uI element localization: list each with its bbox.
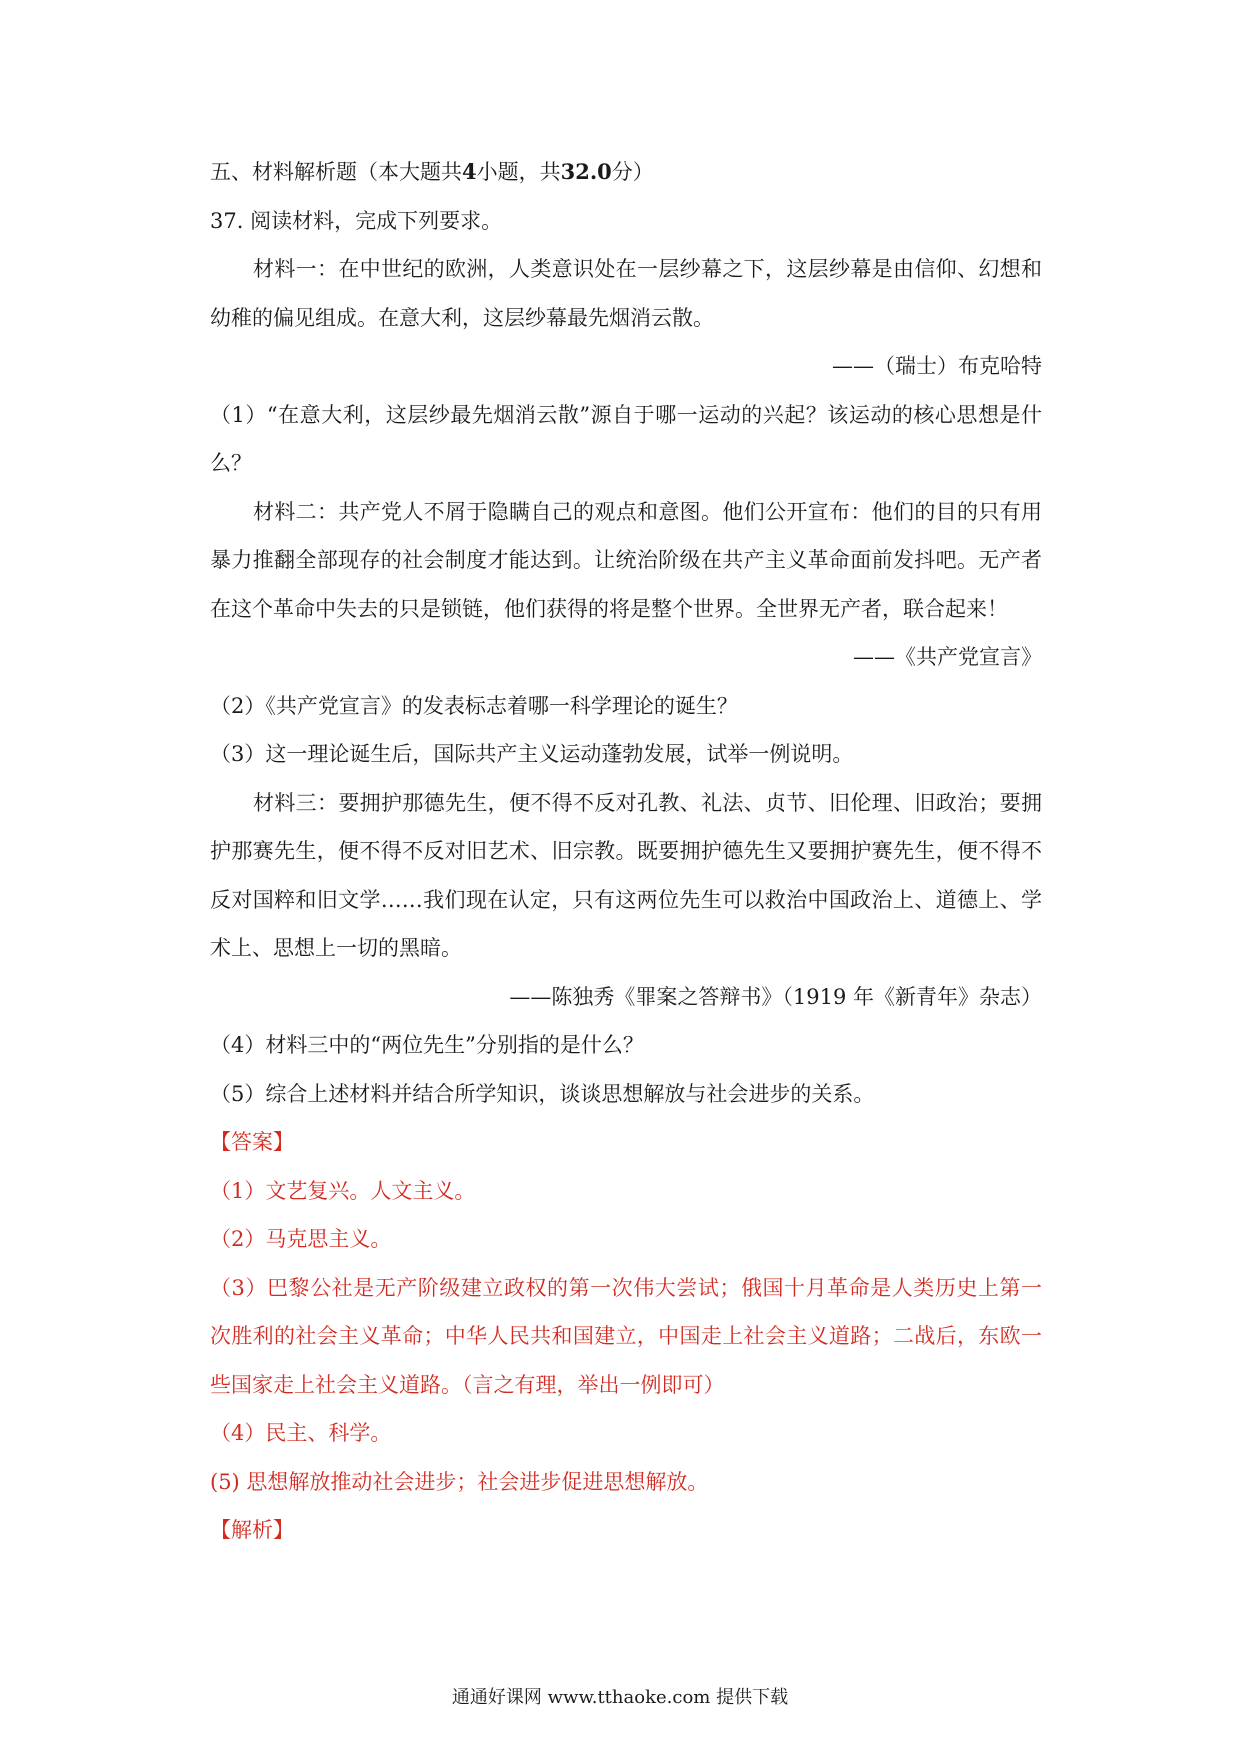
section-heading-prefix: 五、材料解析题（本大题共	[210, 160, 462, 184]
answer-2: （2）马克思主义。	[210, 1227, 392, 1251]
section-heading-mid: 小题，共	[476, 160, 561, 184]
sub-question-1: （1）“在意大利，这层纱最先烟消云散”源自于哪一运动的兴起？该运动的核心思想是什么？	[210, 402, 1042, 475]
material-two: 材料二：共产党人不屑于隐瞒自己的观点和意图。他们公开宣布：他们的目的只有用暴力推翻全部现存的社会制度才能达到。让统治阶级在共产主义革命面前发抖吧。无产者在这个革命中失去的只是锁链，他们获得的将是整个世界。全世界无产者，联合起来！	[210, 499, 1042, 621]
analysis-heading: 【解析】	[210, 1518, 294, 1542]
material-three: 材料三：要拥护那德先生，便不得不反对孔教、礼法、贞节、旧伦理、旧政治；要拥护那赛先生，便不得不反对旧艺术、旧宗教。既要拥护德先生又要拥护赛先生，便不得不反对国粹和旧文学……我们现在认定，只有这两位先生可以救治中国政治上、道德上、学术上、思想上一切的黑暗。	[210, 790, 1042, 960]
section-heading-suffix: 分）	[611, 160, 654, 184]
document-content	[210, 148, 1042, 1555]
material-one-source: ——（瑞士）布克哈特	[832, 354, 1042, 378]
section-total-score: 32.0	[560, 159, 612, 184]
answer-4: （4）民主、科学。	[210, 1421, 392, 1445]
answer-5: (5) 思想解放推动社会进步；社会进步促进思想解放。	[210, 1469, 709, 1494]
sub-question-3: （3）这一理论诞生后，国际共产主义运动蓬勃发展，试举一例说明。	[210, 742, 854, 766]
material-two-source: ——《共产党宣言》	[853, 645, 1042, 669]
section-question-count: 4	[462, 159, 477, 184]
answer-1: （1）文艺复兴。人文主义。	[210, 1178, 476, 1203]
question-title: 37. 阅读材料，完成下列要求。	[210, 208, 503, 233]
answer-3: （3）巴黎公社是无产阶级建立政权的第一次伟大尝试；俄国十月革命是人类历史上第一次胜利的社会主义革命；中华人民共和国建立，中国走上社会主义道路；二战后，东欧一些国家走上社会主义道路。（言之有理，举出一例即可）	[210, 1275, 1042, 1397]
material-one: 材料一：在中世纪的欧洲，人类意识处在一层纱幕之下，这层纱幕是由信仰、幻想和幼稚的偏见组成。在意大利，这层纱幕最先烟消云散。	[210, 257, 1042, 330]
page-footer: 通通好课网 www.tthaoke.com 提供下载	[451, 1687, 789, 1708]
material-three-source: ——陈独秀《罪案之答辩书》（1919 年《新青年》杂志）	[509, 984, 1042, 1009]
sub-question-5: （5）综合上述材料并结合所学知识，谈谈思想解放与社会进步的关系。	[210, 1081, 875, 1106]
sub-question-2: （2）《共产党宣言》的发表标志着哪一科学理论的诞生？	[210, 693, 738, 718]
answer-heading: 【答案】	[210, 1130, 294, 1154]
section-heading	[210, 148, 1042, 197]
sub-question-4: （4）材料三中的“两位先生”分别指的是什么？	[210, 1033, 644, 1057]
